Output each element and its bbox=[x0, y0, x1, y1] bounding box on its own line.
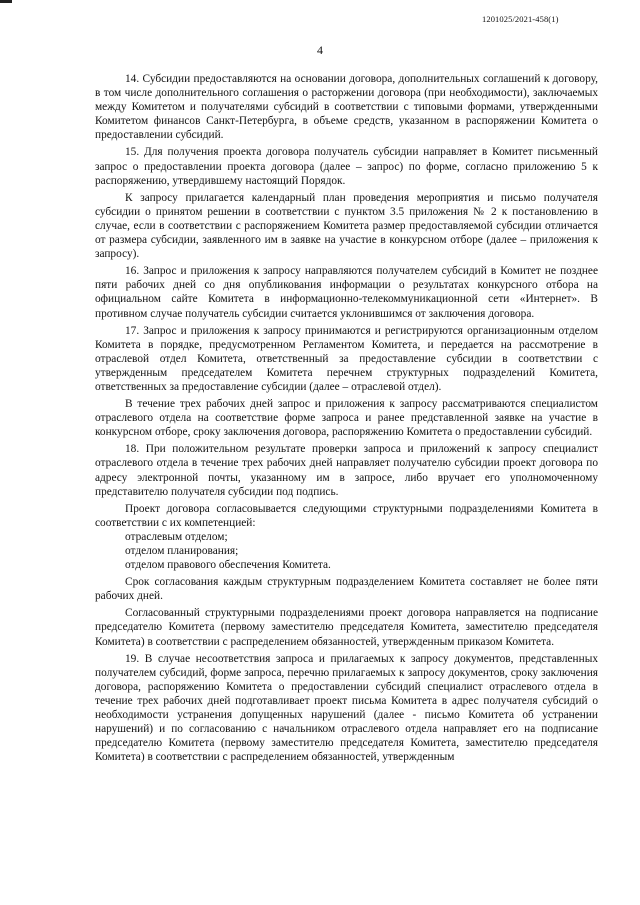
paragraph-review-period: В течение трех рабочих дней запрос и приложения к запросу рассматриваются специалистом отраслевого отдела на соответствие форме запроса и ранее представленной заявке на участие в конкурсном отборе, сроку заключения договора, распоряжению Комитета о предоставлении субсидий. bbox=[95, 398, 598, 439]
paragraph-signing: Согласованный структурными подразделениями проект договора направляется на подписание председателю Комитета (первому заместителю председателя Комитета, заместителю председателя Комитета) в соответствии с распределением обязанностей, утвержденным приказом Комитета. bbox=[95, 607, 598, 648]
paragraph-approval-intro: Проект договора согласовывается следующими структурными подразделениями Комитета в соответствии с их компетенцией: bbox=[95, 502, 598, 529]
list-item-planning-department: отделом планирования; bbox=[125, 545, 239, 557]
paragraph-14: 14. Субсидии предоставляются на основании договора, дополнительных соглашений к договору, в том числе дополнительного соглашения о расторжении договора (при необходимости), заключаемых между Комитетом и получателями субсидий в соответствии с типовыми формами, утвержденными Комитетом финансов Санкт-Петербурга, в объеме средств, указанном в распоряжении Комитета о предоставлении субсидий. bbox=[95, 73, 598, 142]
paragraph-18: 18. При положительном результате проверки запроса и приложений к запросу специалист отраслевого отдела в течение трех рабочих дней направляет получателю субсидии проект договора по адресу электронной почты, указанному им в запросе, либо вручает его уполномоченному представителю получателя субсидии под подпись. bbox=[95, 443, 598, 498]
list-item-industry-department: отраслевым отделом; bbox=[125, 530, 228, 543]
document-body bbox=[95, 72, 598, 767]
list-item-legal-department: отделом правового обеспечения Комитета. bbox=[125, 559, 331, 572]
paragraph-19: 19. В случае несоответствия запроса и прилагаемых к запросу документов, представленных получателем субсидий, форме запроса, перечню прилагаемых к запросу документов, сроку заключения договора, распоряжению Комитета о предоставлении субсидий специалист отраслевого отдела в течение трех рабочих дней подготавливает проект письма Комитета в адрес получателя субсидий о необходимости устранения допущенных нарушений (далее - письмо Комитета об устранении нарушений) и по согласованию с начальником отраслевого отдела направляет его на подписание председателю Комитета (первому заместителю председателя Комитета, заместителю председателя Комитета) в соответствии с распределением обязанностей, утвержденным bbox=[95, 652, 598, 764]
paragraph-request-attachments: К запросу прилагается календарный план проведения мероприятия и письмо получателя субсидии о принятом решении в соответствии с пунктом 3.5 приложения № 2 к постановлению в случае, если в соответствии с распоряжением Комитета размер предоставляемой субсидии отличается от размера субсидии, заявленного им в заявке на участие в конкурсном отборе (далее – приложения к запросу). bbox=[95, 191, 598, 261]
paragraph-17: 17. Запрос и приложения к запросу принимаются и регистрируются организационным отделом Комитета в порядке, предусмотренном Регламентом Комитета, и передается на рассмотрение в отраслевой отдел Комитета, ответственный за предоставление субсидии в соответствии с утвержденным председателем Комитета перечнем структурных подразделений Комитета, ответственных за предоставление субсидии (далее – отраслевой отдел). bbox=[95, 324, 598, 393]
paragraph-16: 16. Запрос и приложения к запросу направляются получателем субсидий в Комитет не позднее пяти рабочих дней со дня опубликования информации о результатах конкурсного отбора на официальном сайте Комитета в информационно-телекоммуникационной сети «Интернет». В противном случае получатель субсидии считается уклонившимся от заключения договора. bbox=[95, 265, 598, 320]
page-number: 4 bbox=[317, 43, 323, 57]
document-registration-number: 1201025/2021-458(1) bbox=[482, 14, 559, 24]
paragraph-15: 15. Для получения проекта договора получатель субсидии направляет в Комитет письменный запрос о предоставлении проекта договора (далее – запрос) по форме, согласно приложению 5 к распоряжению, утвердившему настоящий Порядок. bbox=[95, 146, 598, 187]
scan-edge-mark bbox=[0, 0, 12, 3]
paragraph-approval-term: Срок согласования каждым структурным подразделением Комитета составляет не более пяти рабочих дней. bbox=[95, 576, 598, 603]
